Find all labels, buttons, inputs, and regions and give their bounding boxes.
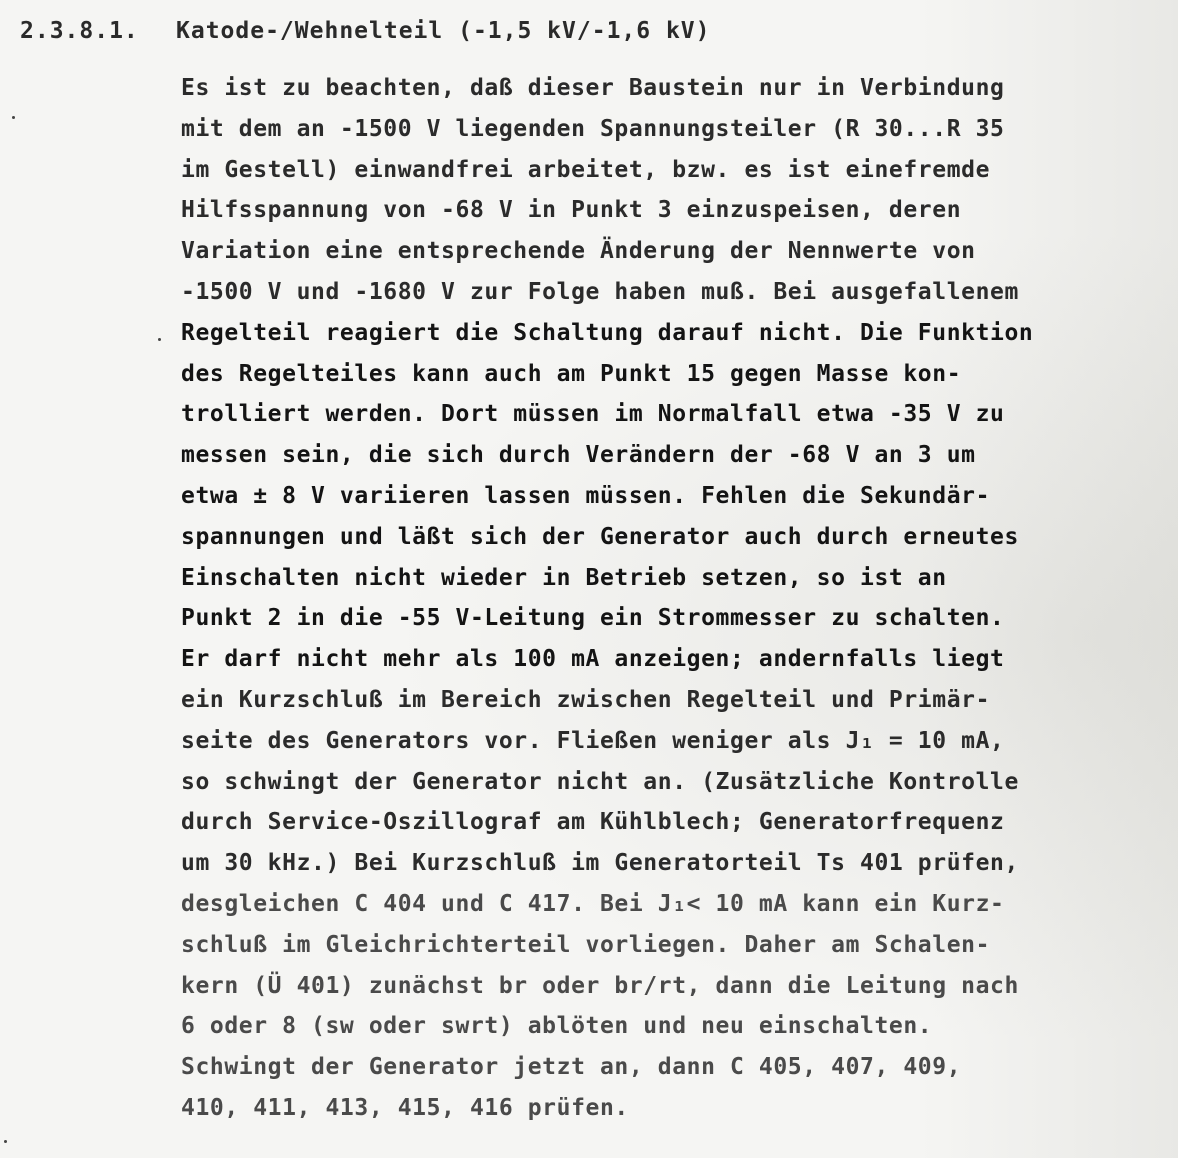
margin-mark xyxy=(12,116,15,119)
text-line: des Regelteiles kann auch am Punkt 15 gegen Masse kon- xyxy=(181,360,962,387)
text-line: Einschalten nicht wieder in Betrieb setzen, so ist an xyxy=(181,564,947,591)
section-title: Katode-/Wehnelteil (-1,5 kV/-1,6 kV) xyxy=(176,18,711,44)
text-line: trolliert werden. Dort müssen im Normalfall etwa -35 V zu xyxy=(181,401,1005,428)
text-line: Regelteil reagiert die Schaltung darauf nicht. Die Funktion xyxy=(181,319,1034,346)
text-line: Er darf nicht mehr als 100 mA anzeigen; andernfalls liegt xyxy=(181,646,1005,673)
text-line: ein Kurzschluß im Bereich zwischen Regelteil und Primär- xyxy=(181,686,991,713)
text-line: seite des Generators vor. Fließen weniger als J₁ = 10 mA, xyxy=(181,727,1005,754)
text-line: Variation eine entsprechende Änderung der Nennwerte von xyxy=(181,238,976,265)
text-line: desgleichen C 404 und C 417. Bei J₁< 10 mA kann ein Kurz- xyxy=(181,890,1005,917)
section-number: 2.3.8.1. xyxy=(20,18,139,44)
margin-mark xyxy=(4,1140,7,1143)
section-header xyxy=(20,18,920,58)
text-line: 410, 411, 413, 415, 416 prüfen. xyxy=(181,1094,629,1121)
text-line: spannungen und läßt sich der Generator auch durch erneutes xyxy=(181,523,1019,550)
text-line: mit dem an -1500 V liegenden Spannungsteiler (R 30...R 35 xyxy=(181,115,1005,142)
text-line: 6 oder 8 (sw oder swrt) ablöten und neu einschalten. xyxy=(181,1013,933,1040)
text-line: kern (Ü 401) zunächst br oder br/rt, dann die Leitung nach xyxy=(181,972,1019,999)
text-line: so schwingt der Generator nicht an. (Zusätzliche Kontrolle xyxy=(181,768,1019,795)
text-line: etwa ± 8 V variieren lassen müssen. Fehlen die Sekundär- xyxy=(181,482,991,509)
body-text xyxy=(181,68,1166,1129)
text-line: messen sein, die sich durch Verändern der -68 V an 3 um xyxy=(181,442,976,469)
margin-mark xyxy=(158,338,161,341)
text-line: im Gestell) einwandfrei arbeitet, bzw. es ist einefremde xyxy=(181,156,991,183)
text-line: -1500 V und -1680 V zur Folge haben muß. Bei ausgefallenem xyxy=(181,278,1019,305)
text-line: durch Service-Oszillograf am Kühlblech; Generatorfrequenz xyxy=(181,809,1005,836)
text-line: Es ist zu beachten, daß dieser Baustein nur in Verbindung xyxy=(181,75,1005,101)
text-line: Hilfsspannung von -68 V in Punkt 3 einzuspeisen, deren xyxy=(181,197,962,224)
text-line: schluß im Gleichrichterteil vorliegen. Daher am Schalen- xyxy=(181,931,991,958)
text-line: um 30 kHz.) Bei Kurzschluß im Generatorteil Ts 401 prüfen, xyxy=(181,850,1019,877)
text-line: Schwingt der Generator jetzt an, dann C 405, 407, 409, xyxy=(181,1054,962,1081)
text-line: Punkt 2 in die -55 V-Leitung ein Strommesser zu schalten. xyxy=(181,605,1005,632)
